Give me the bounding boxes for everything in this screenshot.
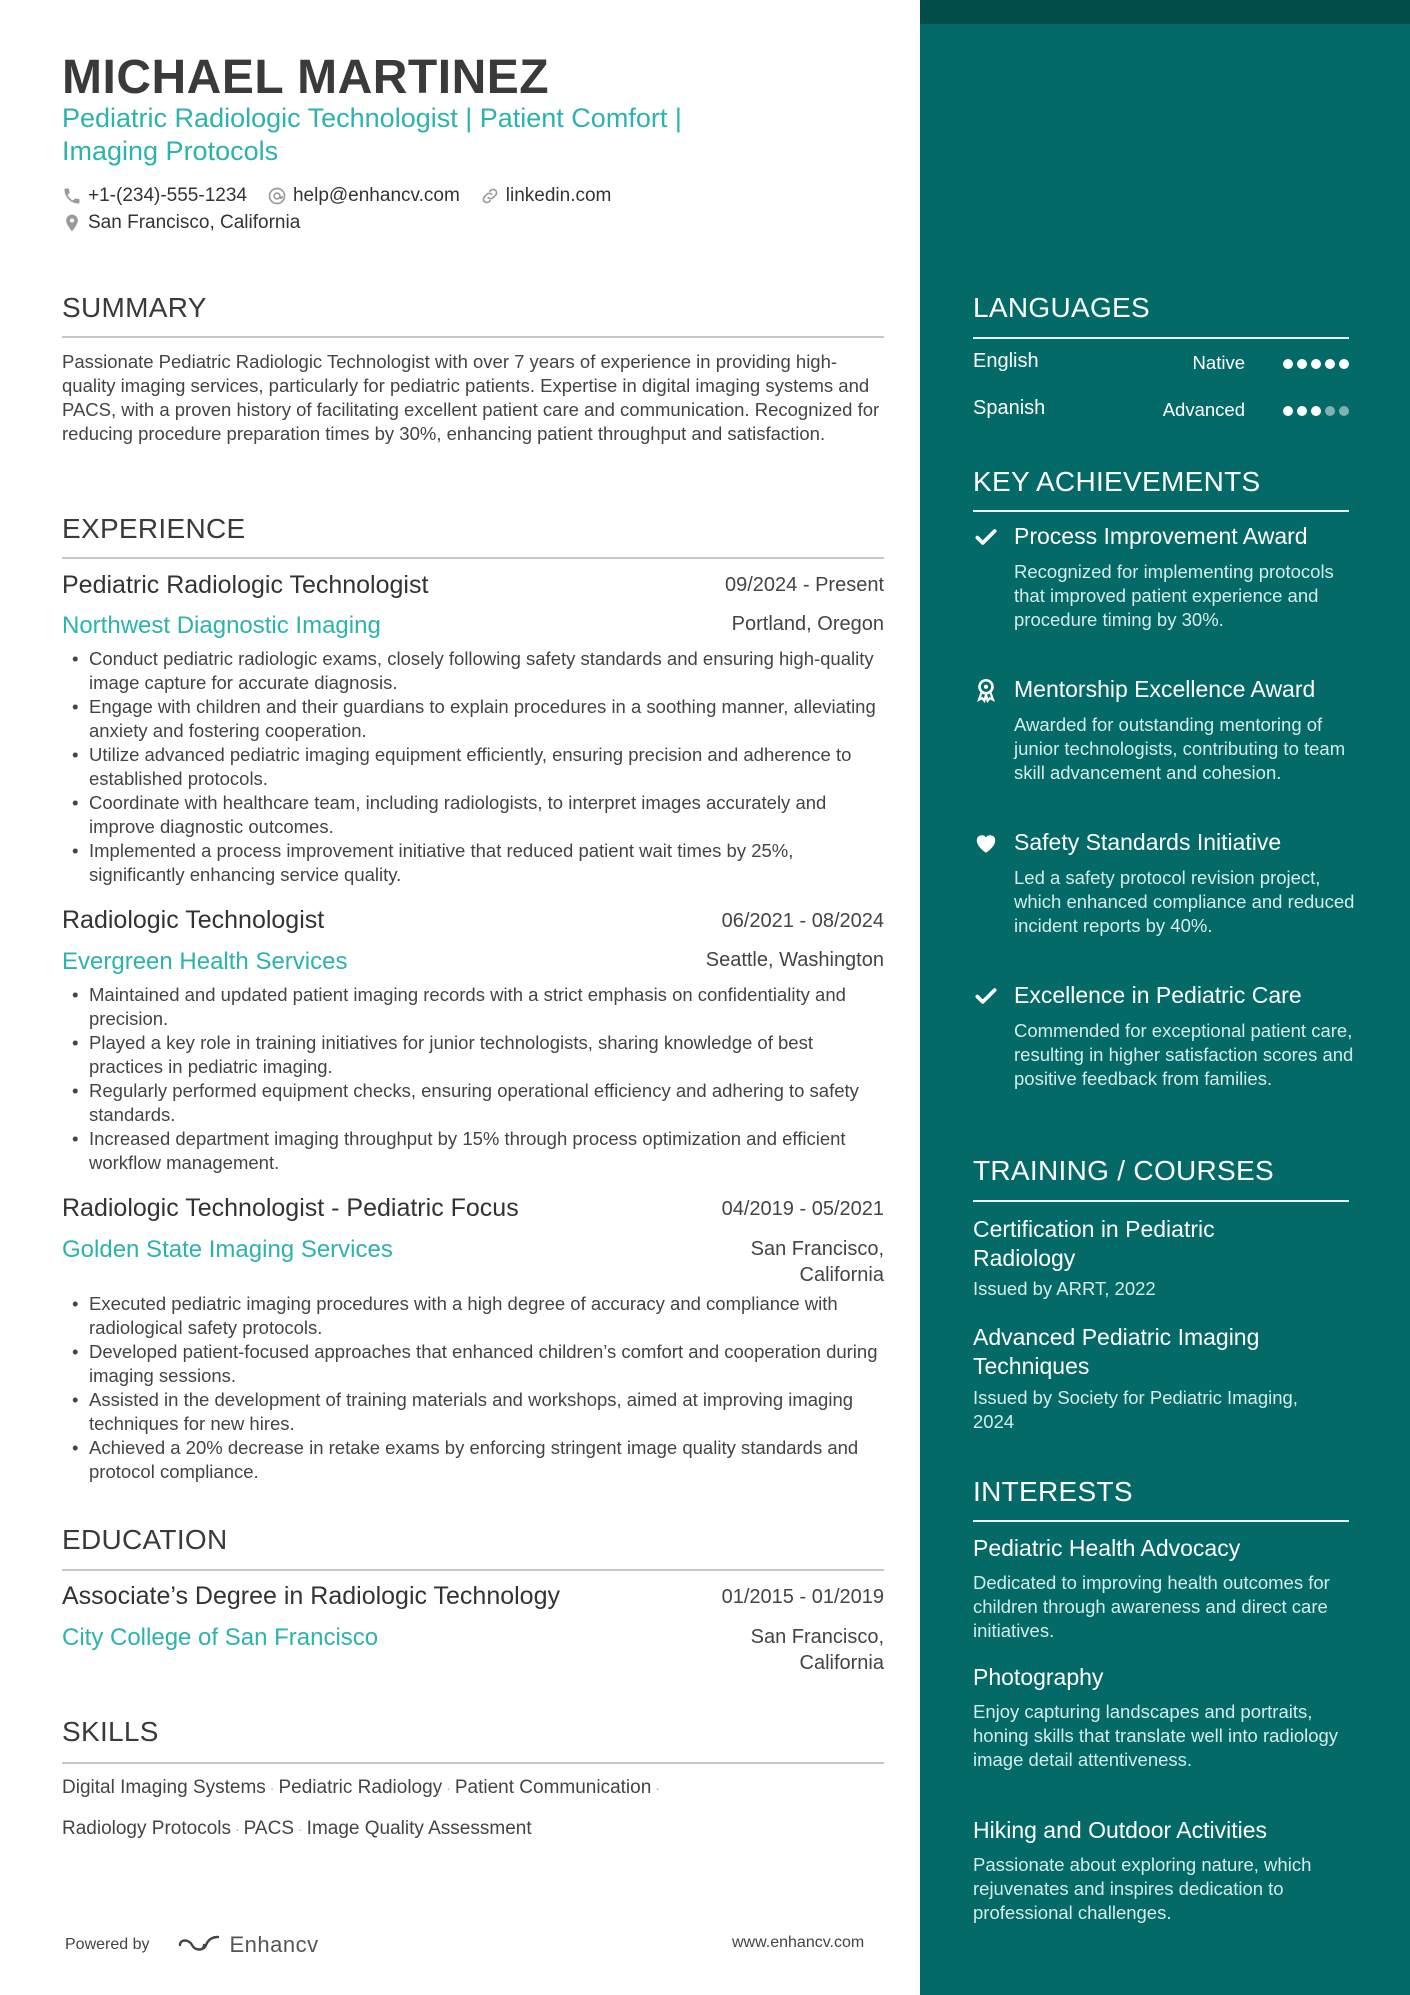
degree-title: Associate’s Degree in Radiologic Technology <box>62 1582 560 1610</box>
bullet-item: • Regularly performed equipment checks, ensuring operational efficiency and adhering to safety standards. <box>62 1079 890 1127</box>
language-name: English <box>973 350 1039 372</box>
summary-text: Passionate Pediatric Radiologic Technologist with over 7 years of experience in providing high-quality imaging services, particularly for pediatric patients. Expertise in digital imaging systems and PACS, with a proven history of facilitating excellent patient care and communication. Recognized for reducing procedure preparation times by 30%, enhancing patient throughput and satisfaction. <box>62 351 880 444</box>
job-location <box>600 1236 884 1288</box>
skill-tag: Image Quality Assessment <box>306 1818 532 1839</box>
bullet-item: • Implemented a process improvement initiative that reduced patient wait times by 25%, significantly enhancing service quality. <box>62 839 890 887</box>
bullet-item: • Utilize advanced pediatric imaging equipment efficiently, ensuring precision and adherence to established protocols. <box>62 743 890 791</box>
skills-divider <box>62 1762 884 1764</box>
job-title: Radiologic Technologist <box>62 906 325 934</box>
achievements-heading: KEY ACHIEVEMENTS <box>973 466 1261 497</box>
interests-heading: INTERESTS <box>973 1476 1133 1507</box>
education-location-line: San Francisco, <box>750 1626 884 1648</box>
phone-item <box>62 185 247 207</box>
bullet-item: • Developed patient-focused approaches that enhanced children’s comfort and cooperation during imaging sessions. <box>62 1340 890 1388</box>
summary-divider <box>62 336 884 338</box>
powered-by-label: Powered by <box>65 1936 150 1953</box>
skill-separator: · <box>446 1780 451 1796</box>
proficiency-dot <box>1283 406 1293 416</box>
linkedin-text[interactable]: linkedin.com <box>505 185 612 206</box>
school-name: City College of San Francisco <box>62 1624 379 1651</box>
skill-separator: · <box>234 1821 240 1837</box>
bullet-item: • Assisted in the development of training materials and workshops, aimed at improving imaging techniques for new hires. <box>62 1388 890 1436</box>
education-dates: 01/2015 - 01/2019 <box>721 1586 884 1608</box>
bullet-item: • Maintained and updated patient imaging records with a strict emphasis on confidentiality and precision. <box>62 983 890 1031</box>
location-text: San Francisco, California <box>88 212 301 233</box>
candidate-name: MICHAEL MARTINEZ <box>62 51 550 104</box>
footer-url[interactable]: www.enhancv.com <box>732 1934 865 1951</box>
check-icon <box>973 524 999 550</box>
language-level: Advanced <box>1162 399 1245 420</box>
proficiency-dot <box>1297 406 1307 416</box>
skill-separator: · <box>269 1780 275 1796</box>
language-name: Spanish <box>973 397 1046 419</box>
achievement-title: Excellence in Pediatric Care <box>1014 982 1302 1008</box>
languages-heading: LANGUAGES <box>973 292 1150 323</box>
job-location-line: San Francisco, <box>750 1238 884 1260</box>
location-row <box>62 212 320 234</box>
location-item <box>62 212 300 234</box>
experience-heading: EXPERIENCE <box>62 513 246 544</box>
achievement-desc: Recognized for implementing protocols that improved patient experience and procedure timing by 30%. <box>1014 561 1334 630</box>
language-proficiency-dots <box>1279 406 1349 416</box>
enhancv-brand: Enhancv <box>229 1932 319 1957</box>
skills-heading: SKILLS <box>62 1716 159 1747</box>
job-dates: 06/2021 - 08/2024 <box>721 910 884 932</box>
skill-tag: Pediatric Radiology <box>278 1777 443 1798</box>
phone-text: +1-(234)-555-1234 <box>88 185 247 206</box>
achievement-desc: Led a safety protocol revision project, which enhanced compliance and reduced incident reports by 40%. <box>1014 867 1355 936</box>
proficiency-dot <box>1339 406 1349 416</box>
powered-by <box>65 1932 319 1958</box>
email-item[interactable] <box>267 185 460 207</box>
course-issuer: Issued by ARRT, 2022 <box>973 1278 1156 1299</box>
language-row <box>973 397 1349 423</box>
link-icon <box>480 186 500 206</box>
job-location-line: California <box>799 1264 884 1286</box>
skills-row <box>62 1818 532 1840</box>
experience-divider <box>62 557 884 559</box>
training-divider <box>973 1200 1349 1202</box>
phone-icon <box>62 186 82 206</box>
skill-tag: Radiology Protocols <box>62 1818 231 1839</box>
education-heading: EDUCATION <box>62 1524 228 1555</box>
interest-title: Photography <box>973 1664 1104 1690</box>
job-title: Radiologic Technologist - Pediatric Focus <box>62 1194 519 1222</box>
proficiency-dot <box>1283 359 1293 369</box>
interest-desc: Enjoy capturing landscapes and portraits, honing skills that translate well into radiology image detail attentiveness. <box>973 1701 1339 1770</box>
languages-divider <box>973 337 1349 339</box>
language-level: Native <box>1192 352 1245 373</box>
job-bullets <box>62 983 890 1175</box>
job-bullets <box>62 647 890 887</box>
proficiency-dot <box>1311 359 1321 369</box>
candidate-role: Pediatric Radiologic Technologist | Patient Comfort | Imaging Protocols <box>62 103 682 166</box>
job-dates: 09/2024 - Present <box>725 574 884 596</box>
summary-heading: SUMMARY <box>62 292 207 323</box>
skills-row <box>62 1777 664 1799</box>
contact-row <box>62 185 631 207</box>
skill-separator: · <box>655 1780 660 1796</box>
proficiency-dot <box>1311 406 1321 416</box>
proficiency-dot <box>1325 406 1335 416</box>
bullet-item: • Achieved a 20% decrease in retake exams by enforcing stringent image quality standards and protocol compliance. <box>62 1436 890 1484</box>
achievement-desc: Awarded for outstanding mentoring of junior technologists, contributing to team skill advancement and cohesion. <box>1014 714 1346 783</box>
enhancv-logo-icon <box>176 1932 224 1958</box>
skill-separator: · <box>298 1821 303 1837</box>
skill-tag: Digital Imaging Systems <box>62 1777 266 1798</box>
sidebar <box>920 0 1410 1995</box>
language-proficiency-dots <box>1279 359 1349 369</box>
bullet-item: • Engage with children and their guardians to explain procedures in a soothing manner, alleviating anxiety and fostering cooperation. <box>62 695 890 743</box>
heart-icon <box>973 830 999 856</box>
check-icon <box>973 983 999 1009</box>
job-bullets <box>62 1292 890 1484</box>
interest-title: Hiking and Outdoor Activities <box>973 1817 1268 1843</box>
achievements-divider <box>973 510 1349 512</box>
sidebar-top-band <box>920 0 1410 24</box>
job-title: Pediatric Radiologic Technologist <box>62 571 429 599</box>
bullet-item: • Executed pediatric imaging procedures with a high degree of accuracy and compliance with radiological safety protocols. <box>62 1292 890 1340</box>
education-location-line: California <box>799 1652 884 1674</box>
achievement-title: Process Improvement Award <box>1014 523 1308 549</box>
job-location: Seattle, Washington <box>705 949 884 971</box>
job-company: Northwest Diagnostic Imaging <box>62 612 381 639</box>
email-text[interactable]: help@enhancv.com <box>292 185 460 206</box>
bullet-item: • Coordinate with healthcare team, including radiologists, to interpret images accurately and improve diagnostic outcomes. <box>62 791 890 839</box>
language-row <box>973 350 1349 376</box>
job-location: Portland, Oregon <box>731 613 884 635</box>
training-heading: TRAINING / COURSES <box>973 1155 1274 1186</box>
linkedin-item[interactable] <box>480 185 612 207</box>
interest-desc: Passionate about exploring nature, which rejuvenates and inspires dedication to professional challenges. <box>973 1854 1312 1923</box>
proficiency-dot <box>1297 359 1307 369</box>
course-title: Advanced Pediatric Imaging Techniques <box>973 1324 1260 1379</box>
course-issuer: Issued by Society for Pediatric Imaging, 2024 <box>973 1387 1298 1432</box>
proficiency-dot <box>1339 359 1349 369</box>
skill-tag: Patient Communication <box>454 1777 652 1798</box>
at-icon <box>267 186 287 206</box>
interest-title: Pediatric Health Advocacy <box>973 1535 1241 1561</box>
education-divider <box>62 1569 884 1571</box>
achievement-title: Safety Standards Initiative <box>1014 829 1282 855</box>
bullet-item: • Increased department imaging throughput by 15% through process optimization and efficient workflow management. <box>62 1127 890 1175</box>
proficiency-dot <box>1325 359 1335 369</box>
education-location <box>600 1624 884 1676</box>
achievement-desc: Commended for exceptional patient care, resulting in higher satisfaction scores and positive feedback from families. <box>1014 1020 1354 1089</box>
achievement-title: Mentorship Excellence Award <box>1014 676 1316 702</box>
job-company: Evergreen Health Services <box>62 948 348 975</box>
course-title: Certification in Pediatric Radiology <box>973 1216 1215 1271</box>
interests-divider <box>973 1520 1349 1522</box>
bullet-item: • Conduct pediatric radiologic exams, closely following safety standards and ensuring high-quality image capture for accurate diagnosis. <box>62 647 890 695</box>
interest-desc: Dedicated to improving health outcomes for children through awareness and direct care initiatives. <box>973 1572 1330 1641</box>
award-ribbon-icon <box>973 677 999 703</box>
bullet-item: • Played a key role in training initiatives for junior technologists, sharing knowledge of best practices in pediatric imaging. <box>62 1031 890 1079</box>
job-dates: 04/2019 - 05/2021 <box>721 1198 884 1220</box>
skill-tag: PACS <box>243 1818 294 1839</box>
job-company: Golden State Imaging Services <box>62 1236 393 1263</box>
location-pin-icon <box>62 213 82 233</box>
